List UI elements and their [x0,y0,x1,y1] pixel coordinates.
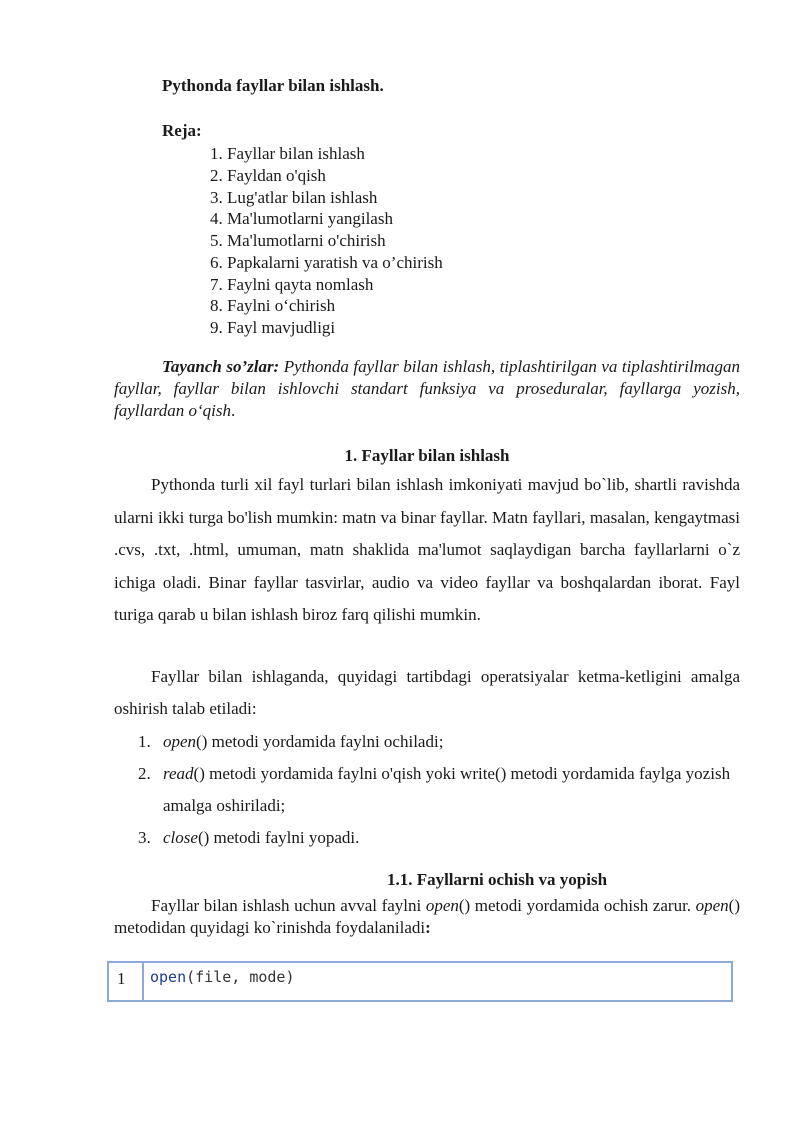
keywords-paragraph [114,356,740,422]
plan-item: 6. Papkalarni yaratish va o’chirish [210,252,443,272]
plan-item: 7. Faylni qayta nomlash [210,274,374,294]
plan-item: 4. Ma'lumotlarni yangilash [210,209,393,229]
body-paragraph [114,895,740,939]
method-name: close [163,828,198,847]
plan-item: 2. Fayldan o'qish [210,165,326,185]
plan-item: 9. Fayl mavjudligi [210,318,336,337]
method-name: open [695,896,729,915]
text-span: Fayllar bilan ishlash uchun avval faylni [151,896,426,915]
text-span: () metodi yordamida ochish zarur. [458,896,696,915]
method-name: open [425,896,459,915]
keywords-label: Tayanch so’zlar: [162,357,280,376]
plan-item: 3. Lug'atlar bilan ishlash [210,187,378,207]
page-title: Pythonda fayllar bilan ishlash. [162,76,384,95]
plan-list [210,143,443,339]
text-span: : [425,918,431,937]
code-keyword: open [150,968,187,986]
code-args: (file, mode) [186,968,295,986]
list-item [114,726,740,758]
list-item-text: () metodi faylni yopadi. [197,828,360,847]
section-heading: 1. Fayllar bilan ishlash [344,446,510,465]
list-item [114,822,740,854]
list-item-text: () metodi yordamida faylni ochiladi; [196,732,444,751]
list-item-text: () metodi yordamida faylni o'qish yoki write() metodi yordamida faylga yozish amalga oshiriladi; [163,764,731,815]
plan-item: 5. Ma'lumotlarni o'chirish [210,231,386,250]
plan-item: 8. Faylni o‘chirish [210,296,336,316]
list-number: 3. [138,828,151,847]
code-line-number: 1 [109,963,144,1000]
code-line [144,963,295,1000]
plan-item: 1. Fayllar bilan ishlash [210,144,365,163]
list-number: 1. [138,732,151,751]
list-item [114,758,740,822]
plan-heading: Reja: [162,121,202,140]
subsection-heading: 1.1. Fayllarni ochish va yopish [386,870,608,889]
keywords-end: . [230,401,236,420]
body-paragraph: Fayllar bilan ishlaganda, quyidagi tartibdagi operatsiyalar ketma-ketligini amalga oshirish talab etiladi: [114,667,740,718]
operations-list [114,726,740,854]
text-span: () metodidan quyidagi ko`rinishda foydalaniladi [114,896,740,937]
code-block [107,961,733,1002]
method-name: open [163,732,197,751]
method-name: read [163,764,194,783]
keywords-text: Pythonda fayllar bilan ishlash, tiplashtirilgan va tiplashtirilmagan fayllar, fayllar bilan ishlovchi standart funksiya va proseduralar, fayllarga yozish, fayllardan o‘qish [114,357,740,420]
body-paragraph: Pythonda turli xil fayl turlari bilan ishlash imkoniyati mavjud bo`lib, shartli ravishda ularni ikki turga bo'lish mumkin: matn va binar fayllar. Matn fayllari, masalan, kengaytmasi .cvs, .txt, .html, umuman, matn shaklida ma'lumot saqlaydigan barcha fayllarlarni o`z ichiga oladi. Binar fayllar tasvirlar, audio va video fayllar va boshqalardan iborat. Fayl turiga qarab u bilan ishlash biroz farq qilishi mumkin. [114,475,740,624]
list-number: 2. [138,764,151,783]
